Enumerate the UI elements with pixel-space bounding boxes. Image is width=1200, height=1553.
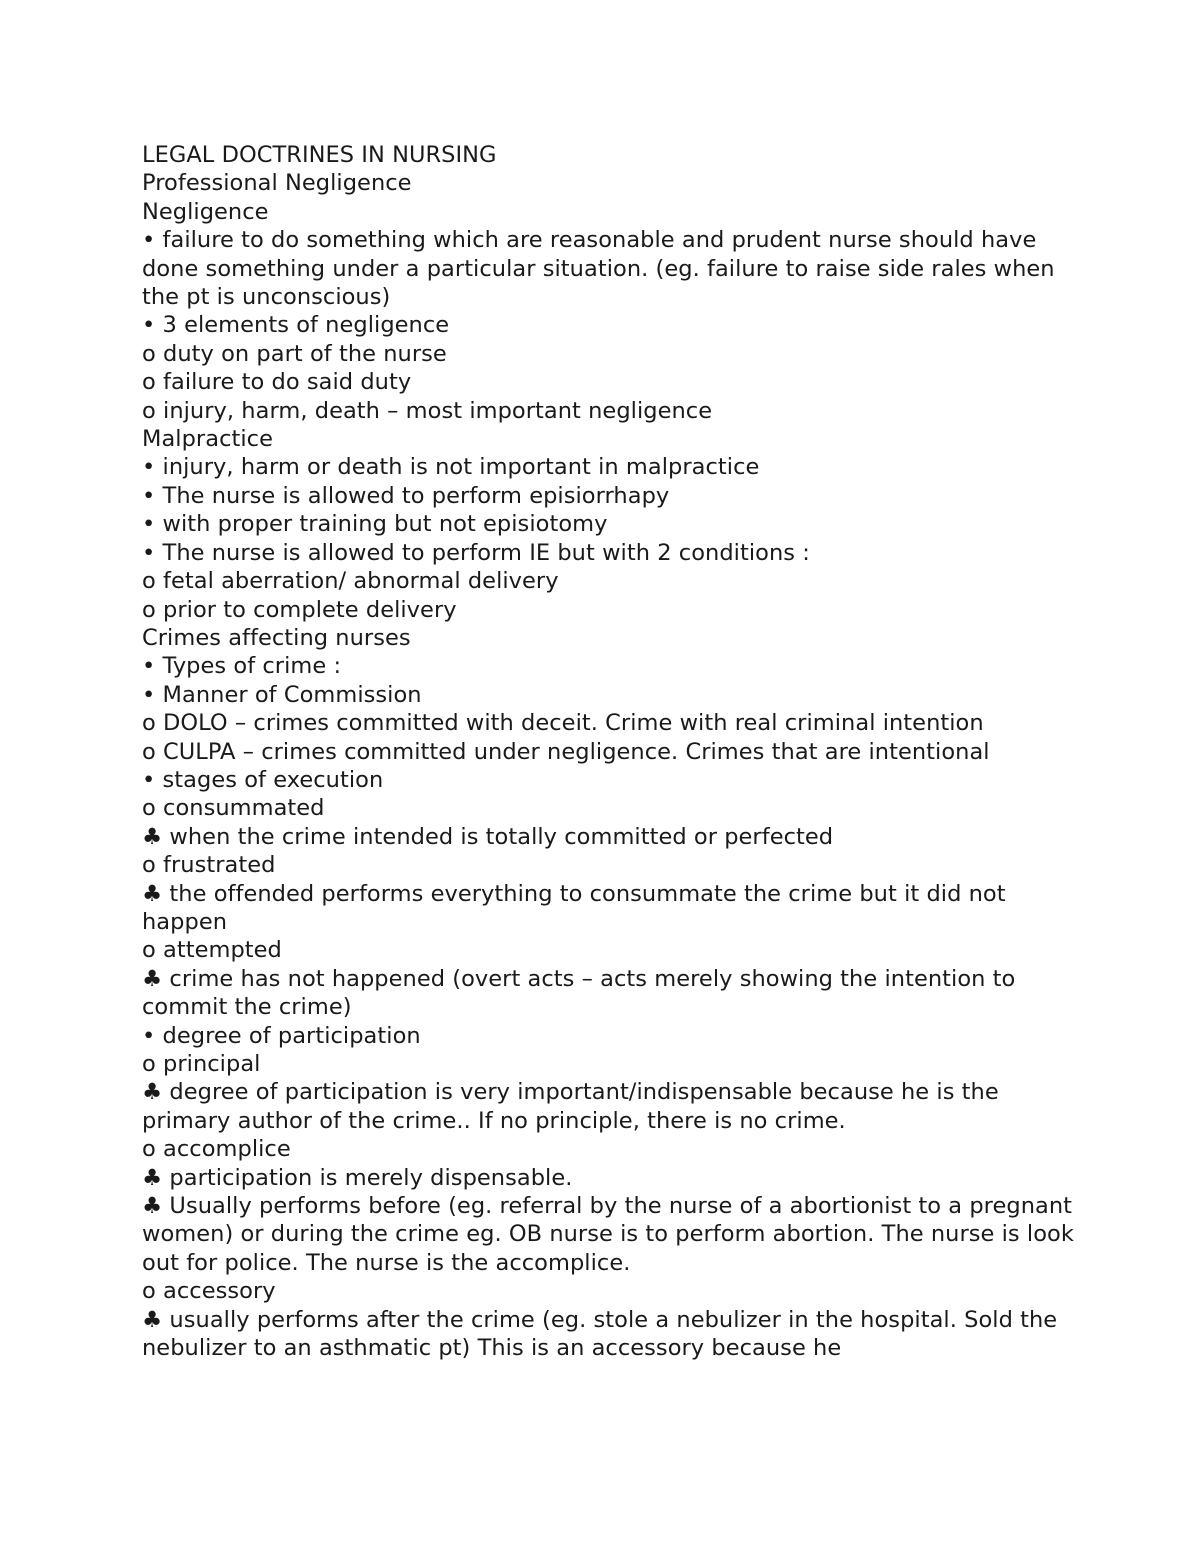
club-bullet-item: ♣ usually performs after the crime (eg. stole a nebulizer in the hospital. Sold the nebulizer to an asthmatic pt) This is an accessory because he (142, 1306, 1058, 1362)
sub-bullet-item: o accessory (142, 1278, 276, 1305)
document-title: LEGAL DOCTRINES IN NURSING (142, 142, 497, 168)
bullet-item: • The nurse is allowed to perform IE but with 2 conditions : (142, 539, 810, 566)
club-bullet-item: ♣ when the crime intended is totally committed or perfected (142, 823, 834, 850)
sub-bullet-item: o accomplice (142, 1136, 291, 1163)
sub-bullet-item: o frustrated (142, 852, 276, 879)
bullet-item: • failure to do something which are reasonable and prudent nurse should have done something under a particular situation. (eg. failure to raise side rales when the pt is unconscious) (142, 227, 1055, 311)
club-bullet-item: ♣ the offended performs everything to consummate the crime but it did not happen (142, 880, 1006, 935)
bullet-item: • Types of crime : (142, 653, 342, 680)
section-heading: Professional Negligence (142, 170, 412, 197)
sub-bullet-item: o CULPA – crimes committed under negligence. Crimes that are intentional (142, 738, 990, 765)
sub-bullet-item: o principal (142, 1051, 261, 1077)
bullet-item: • with proper training but not episiotomy (142, 511, 608, 538)
sub-bullet-item: o fetal aberration/ abnormal delivery (142, 568, 559, 595)
sub-bullet-item: o prior to complete delivery (142, 596, 457, 623)
sub-bullet-item: o injury, harm, death – most important negligence (142, 397, 713, 424)
sub-bullet-item: o duty on part of the nurse (142, 340, 447, 367)
club-bullet-item: ♣ degree of participation is very important/indispensable because he is the primary author of the crime.. If no principle, there is no crime. (142, 1079, 999, 1134)
section-heading: Crimes affecting nurses (142, 624, 411, 651)
club-bullet-item: ♣ participation is merely dispensable. (142, 1164, 573, 1191)
subsection-heading: Negligence (142, 198, 269, 225)
sub-bullet-item: o attempted (142, 937, 282, 964)
club-bullet-item: ♣ crime has not happened (overt acts – acts merely showing the intention to commit the crime) (142, 965, 1016, 1021)
bullet-item: • Manner of Commission (142, 681, 422, 708)
bullet-item: • 3 elements of negligence (142, 312, 450, 339)
sub-bullet-item: o DOLO – crimes committed with deceit. Crime with real criminal intention (142, 710, 984, 737)
sub-bullet-item: o consummated (142, 795, 325, 822)
bullet-item: • stages of execution (142, 766, 384, 793)
subsection-heading: Malpractice (142, 426, 273, 453)
bullet-item: • degree of participation (142, 1022, 421, 1049)
document-body (142, 141, 1082, 1362)
sub-bullet-item: o failure to do said duty (142, 369, 412, 396)
bullet-item: • The nurse is allowed to perform episiorrhapy (142, 482, 670, 509)
club-bullet-item: ♣ Usually performs before (eg. referral by the nurse of a abortionist to a pregnant women) or during the crime eg. OB nurse is to perform abortion. The nurse is look out for police. The nurse is the accomplice. (142, 1193, 1074, 1276)
bullet-item: • injury, harm or death is not important in malpractice (142, 454, 760, 481)
